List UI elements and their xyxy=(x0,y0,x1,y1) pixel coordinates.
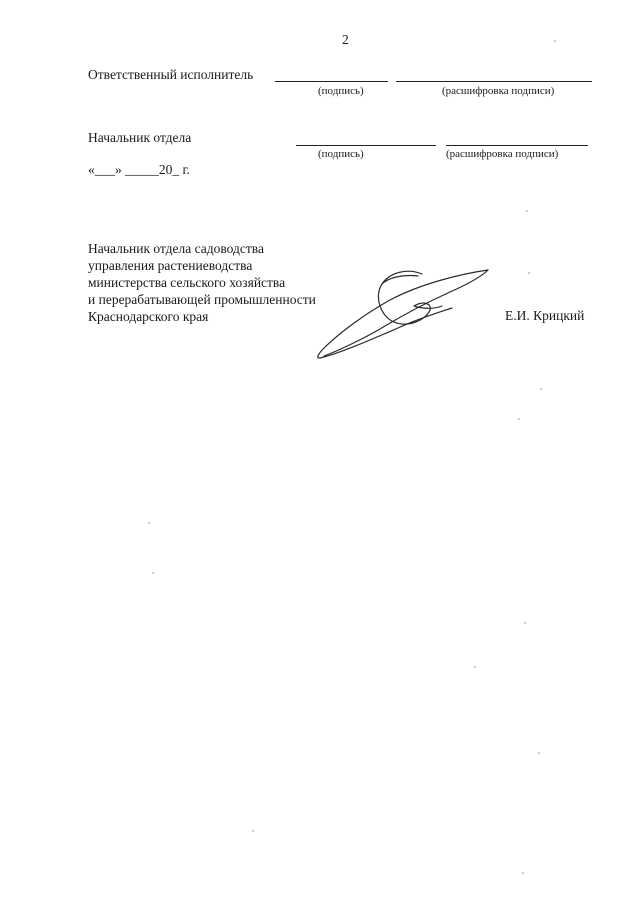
signatory-line-3: министерства сельского хозяйства xyxy=(88,275,286,290)
responsible-signature-caption: (подпись) xyxy=(318,85,364,97)
scan-speck xyxy=(538,752,540,754)
scan-speck xyxy=(540,388,542,390)
scan-speck xyxy=(528,272,530,274)
head-signature-caption: (подпись) xyxy=(318,148,364,160)
scan-speck xyxy=(524,622,526,624)
signatory-name: Е.И. Крицкий xyxy=(505,308,585,323)
scan-speck xyxy=(518,418,520,420)
responsible-label: Ответственный исполнитель xyxy=(88,67,254,82)
scan-speck xyxy=(526,210,528,212)
responsible-decode-line xyxy=(396,81,592,82)
scan-speck xyxy=(148,522,150,524)
handwritten-signature xyxy=(310,262,495,364)
scan-speck xyxy=(252,830,254,832)
page-number: 2 xyxy=(342,32,349,47)
signatory-line-5: Краснодарского края xyxy=(88,309,209,324)
responsible-decode-caption: (расшифровка подписи) xyxy=(442,85,555,97)
head-of-department-label: Начальник отдела xyxy=(88,130,192,145)
signatory-line-2: управления растениеводства xyxy=(88,258,253,273)
date-line: «___» _____20_ г. xyxy=(88,162,190,177)
scan-speck xyxy=(474,666,476,668)
scan-speck xyxy=(554,40,556,42)
scan-speck xyxy=(522,872,524,874)
scan-speck xyxy=(152,572,154,574)
head-decode-caption: (расшифровка подписи) xyxy=(446,148,559,160)
head-signature-line xyxy=(296,145,436,146)
head-decode-line xyxy=(446,145,588,146)
signatory-line-4: и перерабатывающей промышленности xyxy=(88,292,316,307)
responsible-signature-line xyxy=(275,81,388,82)
signatory-line-1: Начальник отдела садоводства xyxy=(88,241,264,256)
signatory-position xyxy=(88,240,316,325)
